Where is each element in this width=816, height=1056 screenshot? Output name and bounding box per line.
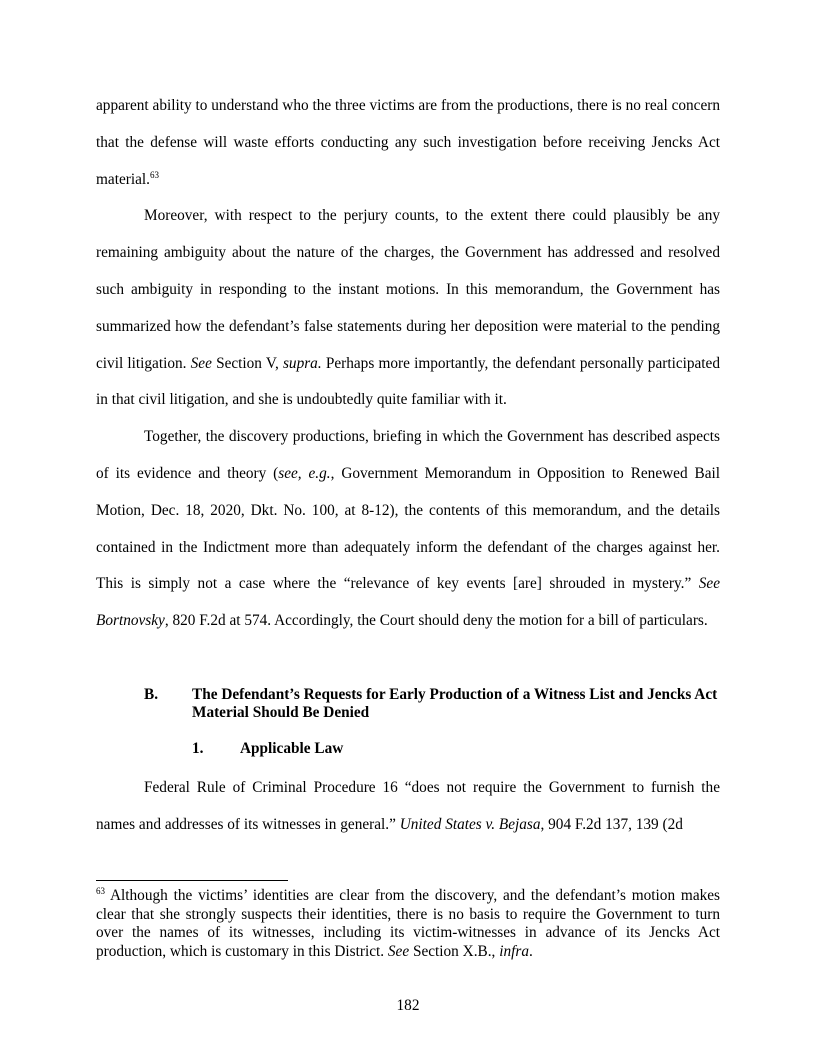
subsection-number: 1. xyxy=(192,740,204,757)
footnote-63: $^{63}$ Although the victims’ identities are clear from the discovery, and the defendant’s motion makes clear that she strongly suspects their identities, there is no basis to require the Government to turn over the names of its witnesses, including its victim-witnesses in advance of its Jencks Act production, which is customary in this District. See Section X.B., infra. xyxy=(96,885,720,960)
body-text-block-2 xyxy=(96,770,720,844)
subsection-title: Applicable Law xyxy=(240,740,344,757)
section-number: B. xyxy=(144,686,159,703)
subsection-heading-1 xyxy=(192,740,592,758)
paragraph-3: Together, the discovery productions, briefing in which the Government has described aspects of its evidence and theory (see, e.g., Government Memorandum in Opposition to Renewed Bail Motion, Dec. 18, 2020, Dkt. No. 100, at 8-12), the contents of this memorandum, and the details contained in the Indictment more than adequately inform the defendant of the charges against her. This is simply not a case where the “relevance of key events [are] shrouded in mystery.” See Bortnovsky, 820 F.2d at 574. Accordingly, the Court should deny the motion for a bill of particulars. xyxy=(96,428,720,630)
paragraph-4: Federal Rule of Criminal Procedure 16 “does not require the Government to furnish the names and addresses of its witnesses in general.” United States v. Bejasa, 904 F.2d 137, 139 (2d xyxy=(96,779,720,833)
footnote-separator xyxy=(96,880,288,881)
section-heading-b xyxy=(144,686,720,722)
paragraph-1: apparent ability to understand who the three victims are from the productions, there is no real concern that the defense will waste efforts conducting any such investigation before receiving Jencks Act material.$^{63}$ xyxy=(96,97,720,188)
page-number: 182 xyxy=(396,997,420,1014)
paragraph-2: Moreover, with respect to the perjury counts, to the extent there could plausibly be any remaining ambiguity about the nature of the charges, the Government has addressed and resolved such ambiguity in responding to the instant motions. In this memorandum, the Government has summarized how the defendant’s false statements during her deposition were material to the pending civil litigation. See Section V, supra. Perhaps more importantly, the defendant personally participated in that civil litigation, and she is undoubtedly quite familiar with it. xyxy=(96,207,720,409)
footnote-reference[interactable]: 63 xyxy=(149,169,159,180)
body-text-block xyxy=(96,88,720,640)
section-title: The Defendant’s Requests for Early Production of a Witness List and Jencks Act Material Should Be Denied xyxy=(192,686,718,721)
footnote-marker: 63 xyxy=(96,885,105,896)
